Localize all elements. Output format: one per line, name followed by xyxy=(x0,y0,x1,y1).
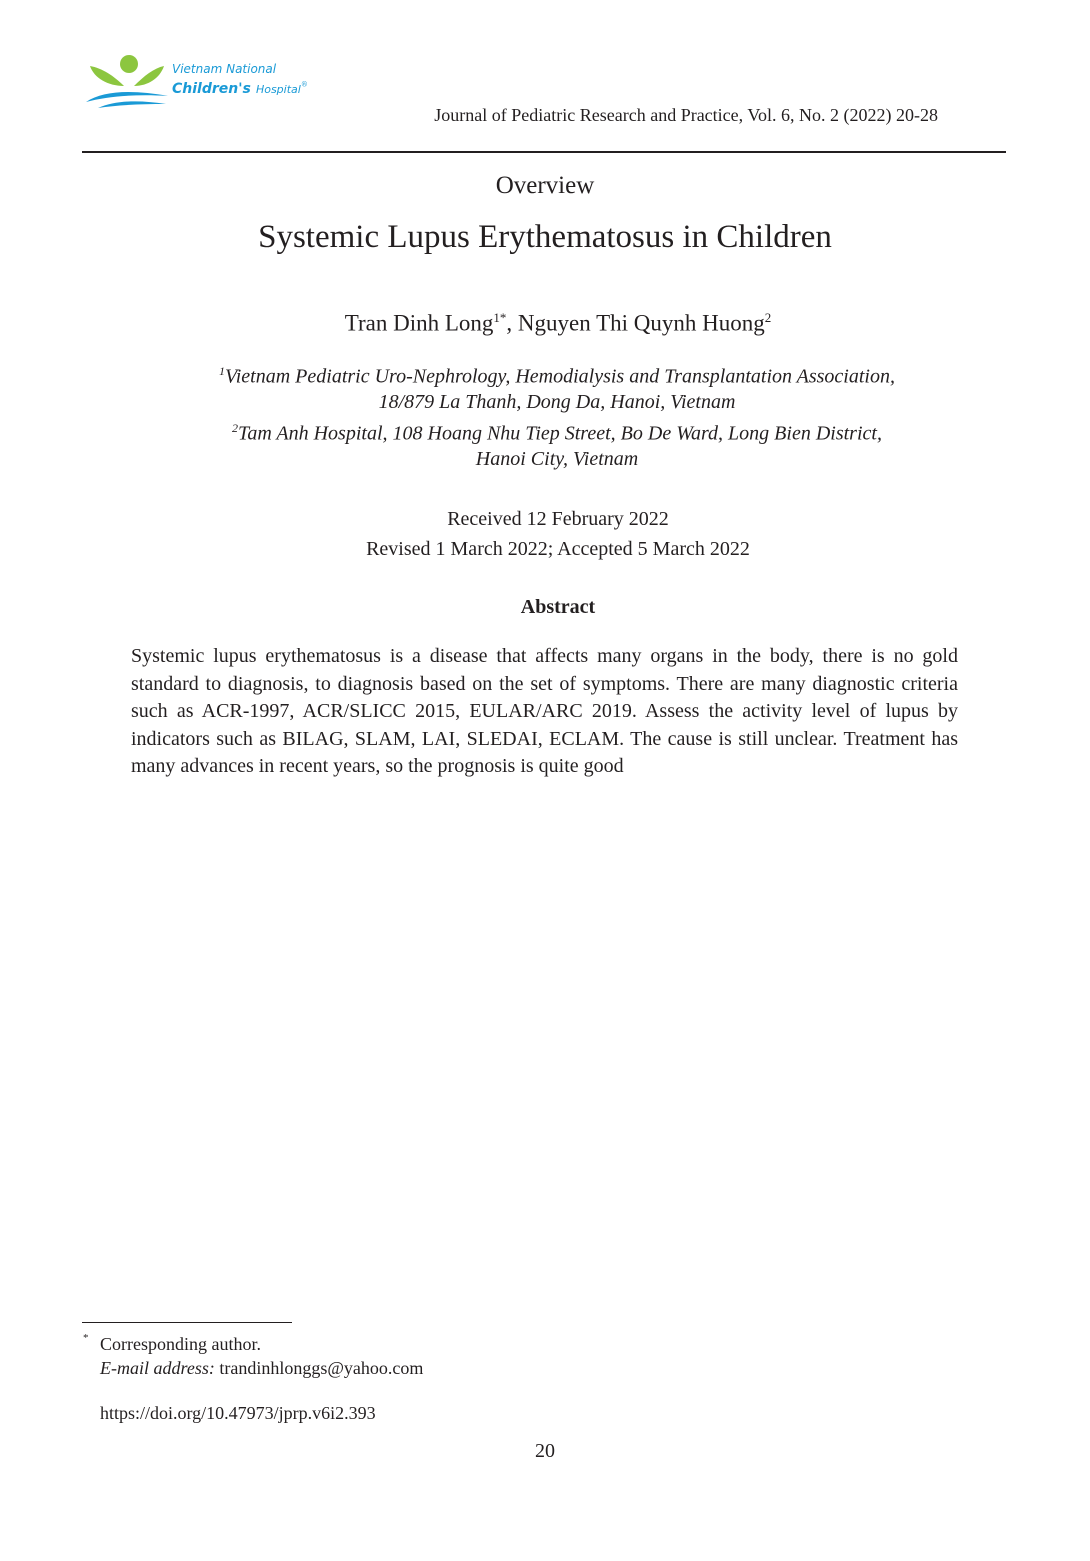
affiliation-text: Vietnam Pediatric Uro-Nephrology, Hemodialysis and Transplantation Association, xyxy=(225,365,895,388)
section-label: Overview xyxy=(495,172,595,199)
footnote-mark: * xyxy=(83,1332,89,1344)
logo-text-light: Hospital xyxy=(255,83,301,96)
author-separator: , xyxy=(506,310,518,336)
author-affiliation-mark: 1* xyxy=(493,310,507,325)
abstract-heading: Abstract xyxy=(520,596,596,618)
author-affiliation-mark: 2 xyxy=(764,310,772,325)
page-number: 20 xyxy=(535,1440,555,1462)
author-line xyxy=(13,310,1090,337)
author-name: Tran Dinh Long xyxy=(344,310,494,336)
affiliation-text: Tam Anh Hospital, 108 Hoang Nhu Tiep Street, Bo De Ward, Long Bien District, xyxy=(238,422,882,445)
affiliation-1 xyxy=(12,364,1090,389)
abstract-text: Systemic lupus erythematosus is a disease that affects many organs in the body, there is no gold standard to diagnosis, to diagnosis based on the set of symptoms. There are many diagnostic criteria such as ACR-1997, ACR/SLICC 2015, EULAR/ARC 2019. Assess the activity level of lupus by indicators such as BILAG, SLAM, LAI, SLEDAI, ECLAM. The cause is still unclear. Treatment has many advances in recent years, so the prognosis is quite good xyxy=(131,645,958,777)
affiliation-mark: 1 xyxy=(219,364,225,378)
affiliation-2 xyxy=(12,421,1090,446)
header-rule xyxy=(82,151,1006,153)
hospital-logo-icon xyxy=(84,50,170,114)
article-title: Systemic Lupus Erythematosus in Children xyxy=(258,219,832,255)
logo-text-line2 xyxy=(172,78,308,97)
doi-link[interactable]: https://doi.org/10.47973/jprp.v6i2.393 xyxy=(100,1403,376,1423)
logo-text-strong: Children's xyxy=(172,81,251,97)
email-line xyxy=(100,1358,423,1379)
affiliation-1-address: 18/879 La Thanh, Dong Da, Hanoi, Vietnam xyxy=(378,391,736,413)
revised-accepted-dates: Revised 1 March 2022; Accepted 5 March 2022 xyxy=(366,538,750,560)
affiliation-2-address: Hanoi City, Vietnam xyxy=(475,448,639,470)
journal-header: Journal of Pediatric Research and Practice, Vol. 6, No. 2 (2022) 20-28 xyxy=(434,105,938,125)
footnote-rule xyxy=(82,1322,292,1323)
hospital-logo xyxy=(84,50,324,114)
corresponding-author-note: Corresponding author. xyxy=(100,1334,261,1354)
registered-mark: ® xyxy=(300,80,308,89)
author-name: Nguyen Thi Quynh Huong xyxy=(517,310,765,336)
received-date: Received 12 February 2022 xyxy=(447,508,669,530)
affiliation-mark: 2 xyxy=(232,421,239,435)
email-address[interactable]: trandinhlonggs@yahoo.com xyxy=(219,1358,424,1378)
email-label: E-mail address: xyxy=(100,1358,215,1378)
logo-text-line1: Vietnam National xyxy=(172,62,277,76)
